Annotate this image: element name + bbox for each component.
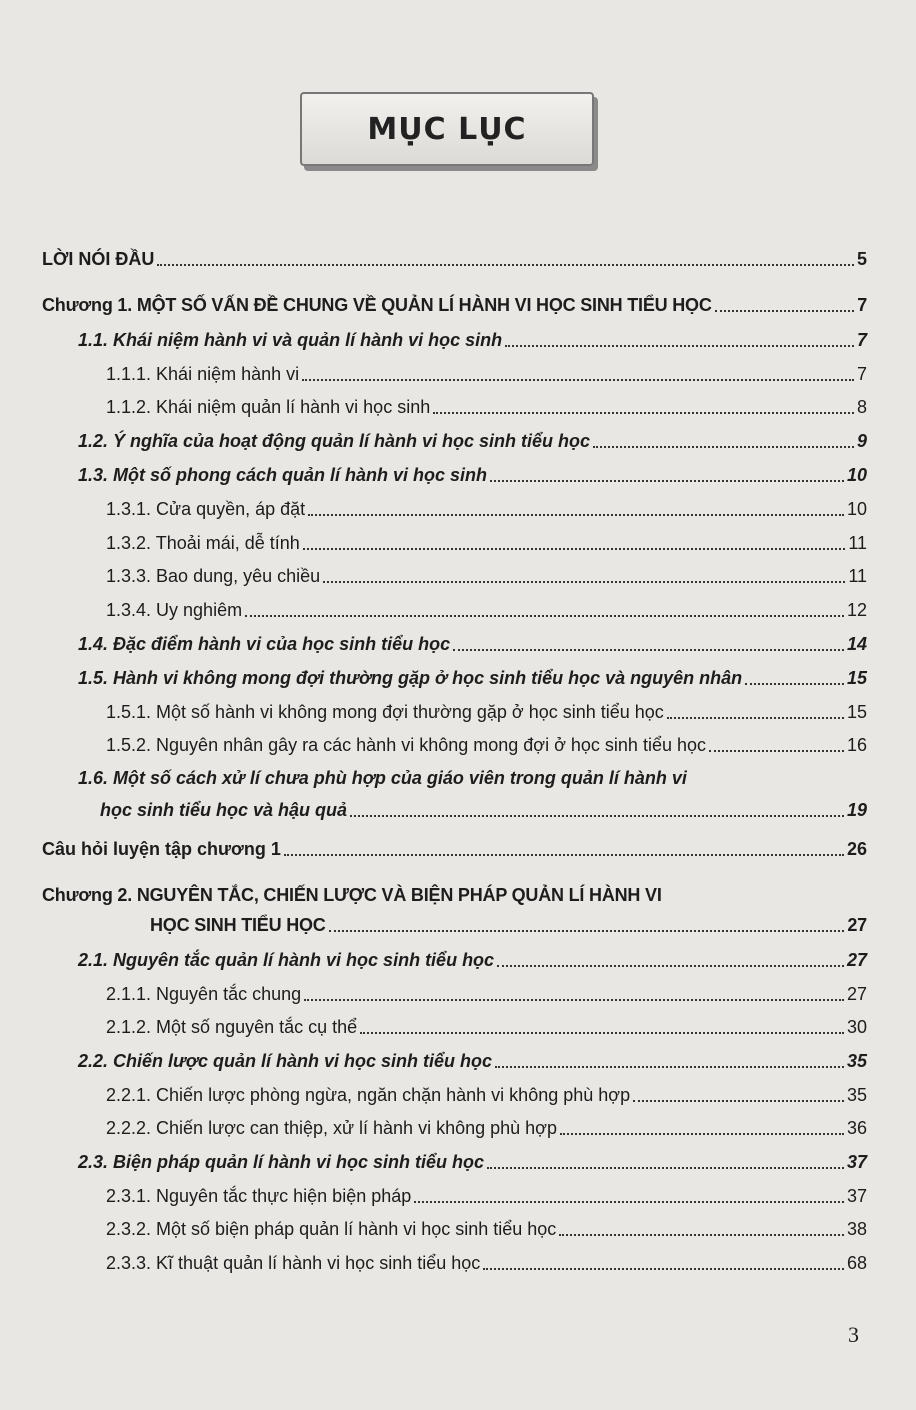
toc-page-number: 7 [856,364,867,384]
toc-entry-1-5-1[interactable] [106,701,867,723]
toc-entry-1-5-2[interactable] [106,734,867,756]
toc-page-number: 15 [846,702,867,722]
toc-entry-2-2-1[interactable] [106,1084,867,1106]
toc-entry-2-2-2[interactable] [106,1117,867,1139]
toc-label: 1.2. Ý nghĩa của hoạt động quản lí hành vi học sinh tiểu học [78,431,591,451]
toc-page-number: 11 [848,566,867,586]
toc-entry-preface[interactable] [42,248,867,270]
toc-label: 1.5.1. Một số hành vi không mong đợi thường gặp ở học sinh tiểu học [106,702,664,722]
toc-page-number: 15 [846,668,867,688]
toc-label: 1.1.1. Khái niệm hành vi [106,364,300,384]
toc-page-number: 7 [857,295,867,315]
toc-label: 1.1. Khái niệm hành vi và quản lí hành vi học sinh [78,330,503,350]
toc-entry-exercises-1[interactable] [42,838,867,860]
toc-entry-1-1-2[interactable] [106,396,867,418]
toc-page-number: 16 [846,735,867,755]
toc-page-number: 37 [846,1152,867,1172]
title-box [300,92,594,166]
toc-page-number: 30 [846,1017,867,1037]
toc-entry-1-1[interactable] [78,329,867,351]
toc-page-number: 10 [846,465,867,485]
toc-label: 2.3.2. Một số biện pháp quản lí hành vi học sinh tiểu học [106,1219,557,1239]
toc-label: 1.3.2. Thoải mái, dễ tính [106,533,300,553]
dot-leader [593,446,854,448]
toc-label: 1.1.2. Khái niệm quản lí hành vi học sinh [106,397,431,417]
toc-entry-1-6-line-1: 1.6. Một số cách xử lí chưa phù hợp của giáo viên trong quản lí hành vi [78,768,687,788]
toc-entry-2-3[interactable] [78,1151,867,1173]
toc-label: 2.1.1. Nguyên tắc chung [106,984,302,1004]
toc-label: 2.3.3. Kĩ thuật quản lí hành vi học sinh tiểu học [106,1253,481,1273]
toc-page-number: 27 [847,915,867,935]
toc-page-number: 7 [856,330,867,350]
toc-page-number: 9 [856,431,867,451]
toc-page-number: 35 [846,1085,867,1105]
toc-page-number: 5 [856,249,867,269]
toc-page-number: 38 [846,1219,867,1239]
dot-leader [453,649,844,651]
dot-leader [304,999,844,1001]
dot-leader [745,683,844,685]
toc-page-number: 27 [846,984,867,1004]
toc-entry-2-3-2[interactable] [106,1218,867,1240]
toc-label: 2.2.2. Chiến lược can thiệp, xử lí hành vi không phù hợp [106,1118,557,1138]
toc-label: 1.5. Hành vi không mong đợi thường gặp ở học sinh tiểu học và nguyên nhân [78,668,743,688]
toc-entry-1-5[interactable] [78,667,867,689]
toc-label: 1.5.2. Nguyên nhân gây ra các hành vi không mong đợi ở học sinh tiểu học [106,735,706,755]
toc-page-number: 8 [856,397,867,417]
toc-entry-2-1-2[interactable] [106,1016,867,1038]
toc-entry-2-3-1[interactable] [106,1185,867,1207]
toc-page-number: 37 [846,1186,867,1206]
dot-leader [414,1201,844,1203]
dot-leader [715,310,855,312]
toc-label: 1.3.4. Uy nghiêm [106,600,243,620]
toc-label: 1.3. Một số phong cách quản lí hành vi học sinh [78,465,488,485]
toc-entry-2-1[interactable] [78,949,867,971]
toc-entry-1-3-2[interactable] [106,532,867,554]
dot-leader [433,412,854,414]
toc-entry-1-3-4[interactable] [106,599,867,621]
dot-leader [303,548,846,550]
toc-label: LỜI NÓI ĐẦU [42,249,155,269]
toc-label: 1.3.3. Bao dung, yêu chiều [106,566,321,586]
page-title: MỤC LỤC [367,111,527,147]
toc-entry-chapter-1[interactable] [42,294,867,316]
toc-entry-chapter-2-line-1: Chương 2. NGUYÊN TẮC, CHIẾN LƯỢC VÀ BIỆN PHÁP QUẢN LÍ HÀNH VI [42,885,662,905]
toc-page-number: 36 [846,1118,867,1138]
dot-leader [495,1066,844,1068]
dot-leader [284,854,844,856]
toc-entry-1-1-1[interactable] [106,363,867,385]
dot-leader [360,1032,844,1034]
toc-entry-1-6[interactable] [100,799,867,821]
toc-page-number: 27 [846,950,867,970]
toc-entry-1-3-3[interactable] [106,565,867,587]
toc-page-number: 14 [846,634,867,654]
toc-label: Chương 1. MỘT SỐ VẤN ĐỀ CHUNG VỀ QUẢN LÍ HÀNH VI HỌC SINH TIỂU HỌC [42,295,712,315]
dot-leader [559,1234,844,1236]
toc-entry-1-4[interactable] [78,633,867,655]
dot-leader [302,379,854,381]
toc-entry-2-1-1[interactable] [106,983,867,1005]
dot-leader [245,615,844,617]
toc-label: 1.3.1. Cửa quyền, áp đặt [106,499,306,519]
toc-label: 2.1.2. Một số nguyên tắc cụ thể [106,1017,358,1037]
dot-leader [329,930,845,932]
dot-leader [157,264,854,266]
toc-label: học sinh tiểu học và hậu quả [100,800,348,820]
dot-leader [490,480,844,482]
toc-entry-1-3-1[interactable] [106,498,867,520]
toc-label: 1.4. Đặc điểm hành vi của học sinh tiểu học [78,634,451,654]
dot-leader [633,1100,844,1102]
dot-leader [667,717,844,719]
toc-entry-1-3[interactable] [78,464,867,486]
toc-label: HỌC SINH TIỂU HỌC [150,915,326,935]
dot-leader [487,1167,844,1169]
toc-label: 2.2.1. Chiến lược phòng ngừa, ngăn chặn hành vi không phù hợp [106,1085,631,1105]
toc-page-number: 35 [846,1051,867,1071]
dot-leader [709,750,844,752]
toc-label: 2.1. Nguyên tắc quản lí hành vi học sinh tiểu học [78,950,495,970]
dot-leader [323,581,845,583]
toc-page-number: 10 [846,499,867,519]
dot-leader [483,1268,844,1270]
toc-entry-2-3-3[interactable] [106,1252,867,1274]
toc-entry-2-2[interactable] [78,1050,867,1072]
toc-label: Câu hỏi luyện tập chương 1 [42,839,281,859]
dot-leader [505,345,854,347]
dot-leader [497,965,844,967]
toc-label: 2.3. Biện pháp quản lí hành vi học sinh tiểu học [78,1152,485,1172]
page-number: 3 [848,1322,859,1347]
dot-leader [560,1133,844,1135]
toc-entry-1-2[interactable] [78,430,867,452]
dot-leader [350,815,844,817]
toc-page-number: 19 [846,800,867,820]
toc-entry-chapter-2[interactable] [150,914,867,936]
toc-page-number: 26 [846,839,867,859]
toc-page-number: 68 [846,1253,867,1273]
toc-page-number: 11 [848,533,867,553]
toc-page-number: 12 [846,600,867,620]
toc-label: 2.2. Chiến lược quản lí hành vi học sinh tiểu học [78,1051,492,1071]
toc-label: 2.3.1. Nguyên tắc thực hiện biện pháp [106,1186,412,1206]
dot-leader [308,514,844,516]
